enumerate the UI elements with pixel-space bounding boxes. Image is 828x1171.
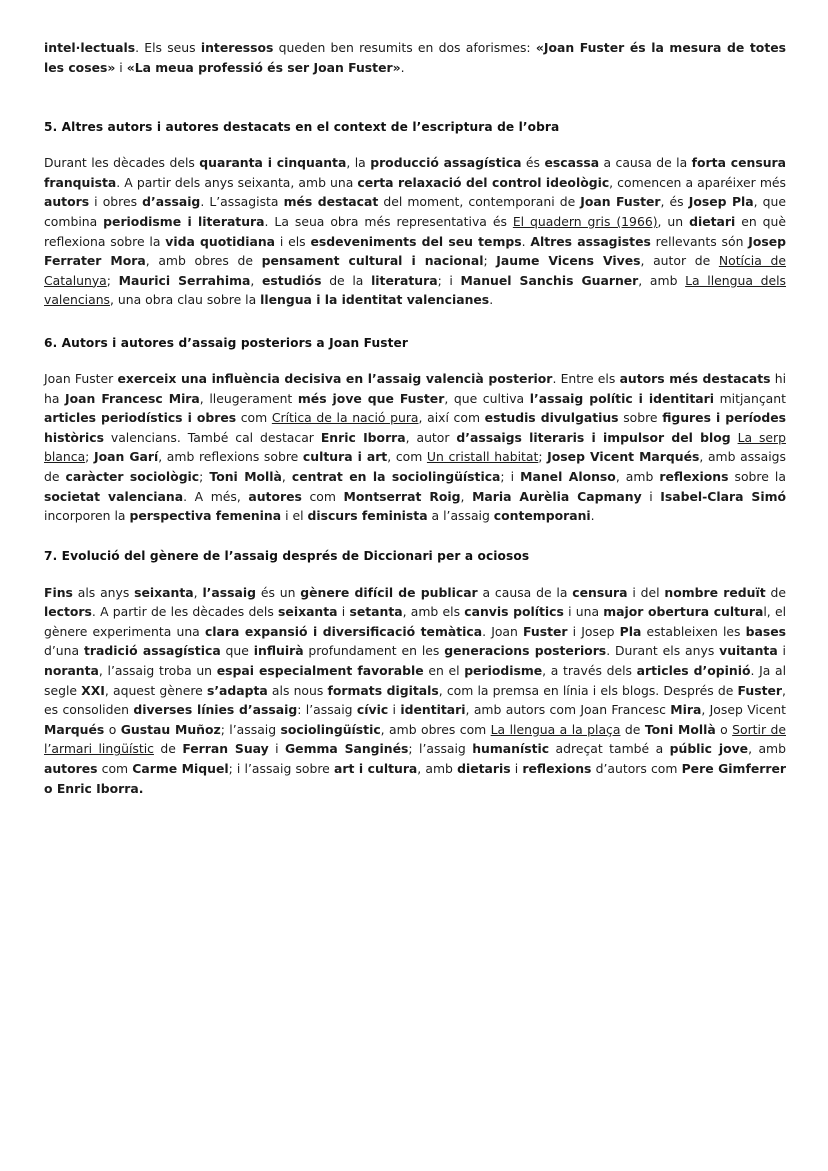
emphasis-text: l’assaig [202, 584, 256, 600]
emphasis-text: més destacat [283, 194, 379, 210]
text-run: , un [657, 213, 690, 229]
text-run: i [388, 702, 401, 718]
text-run: l, el gènere experimenta una [44, 604, 787, 639]
emphasis-text: Montserrat Roig [343, 488, 461, 504]
text-run: i [115, 59, 127, 75]
emphasis-text: diverses línies d’assaig [133, 702, 298, 718]
text-run: , amb [615, 468, 660, 484]
text-run: , autor [405, 429, 457, 445]
emphasis-text: sociolingüístic [280, 721, 381, 737]
text-run: , la [346, 155, 371, 171]
text-run: en què reflexiona sobre la [44, 213, 786, 249]
emphasis-text: Jaume Vicens Vives [496, 253, 641, 269]
emphasis-text: s’adapta [206, 682, 268, 698]
emphasis-text: nombre reduït [664, 584, 766, 600]
emphasis-text: Altres assagistes [530, 233, 651, 249]
text-run: , comencen a aparéixer més [609, 174, 786, 190]
emphasis-text: gènere difícil de publicar [300, 584, 478, 600]
text-run: i [510, 761, 523, 777]
text-run: , amb [417, 761, 458, 777]
text-run: profundament en les [303, 643, 445, 659]
text-run [731, 430, 738, 445]
text-run: , amb obres com [380, 721, 491, 737]
text-run: . Joan [482, 623, 524, 639]
emphasis-text: Fins [44, 584, 73, 600]
emphasis-text: XXI [81, 682, 105, 698]
text-run: , amb reflexions sobre [158, 449, 303, 465]
text-run: . [489, 292, 494, 308]
emphasis-text: intel·lectuals [44, 40, 136, 55]
text-run: , que combina [44, 194, 786, 229]
text-run: , autor de [640, 253, 719, 269]
text-run: . A partir dels anys seixanta, amb una [116, 174, 358, 190]
work-title-underlined: Crítica de la nació pura [271, 410, 419, 426]
text-run: , [460, 488, 473, 504]
emphasis-text: públic jove [669, 741, 749, 757]
emphasis-text: Josep Pla [688, 194, 754, 210]
text-run: és [521, 155, 545, 171]
text-run: hi ha [44, 370, 787, 406]
emphasis-text: autores [248, 488, 302, 504]
emphasis-text: Pla [619, 623, 642, 639]
emphasis-text: centrat en la sociolingüística [291, 468, 501, 484]
emphasis-text: certa relaxació del control ideològic [357, 174, 610, 190]
text-run: . Ja al segle [44, 663, 787, 698]
emphasis-text: pensament cultural i nacional [261, 253, 484, 269]
emphasis-text: producció assagística [370, 155, 522, 171]
text-run: , l’assaig troba un [98, 663, 217, 679]
emphasis-text: setanta [349, 604, 403, 620]
text-run: estableixen les [641, 623, 746, 639]
emphasis-text: exerceix una influència decisiva en l’assaig valencià posterior [117, 370, 553, 386]
text-run: , amb assaigs de [44, 449, 786, 484]
emphasis-text: Manuel Sanchis Guarner [460, 272, 639, 288]
text-run: ; [483, 253, 497, 269]
text-run: a l’assaig [427, 508, 494, 524]
text-run: i [268, 741, 286, 757]
emphasis-text: esdeveniments del seu temps [310, 233, 522, 249]
text-run: , és [660, 194, 689, 210]
emphasis-text: Gemma Sanginés [285, 741, 409, 757]
emphasis-text: interessos [200, 40, 274, 55]
section-5-paragraph [44, 153, 786, 310]
section-6-paragraph [44, 369, 786, 526]
emphasis-text: «La meua professió és ser Joan Fuster» [126, 59, 401, 75]
text-run: a causa de la [599, 155, 692, 171]
emphasis-text: formats digitals [327, 682, 439, 698]
emphasis-text: periodisme i literatura [103, 213, 265, 229]
text-run: ; l’assaig [220, 721, 281, 737]
intro-paragraph [44, 38, 786, 77]
text-run: i obres [89, 194, 143, 210]
emphasis-text: influirà [253, 643, 304, 659]
text-run: ; i l’assaig sobre [228, 761, 334, 777]
text-run: , que cultiva [444, 390, 530, 406]
section-7-paragraph [44, 583, 786, 799]
text-run: i [641, 488, 661, 504]
emphasis-text: llengua i la identitat valencianes [260, 292, 490, 308]
text-run: , amb autors com Joan Francesc [465, 702, 671, 718]
text-run: i el [281, 508, 308, 524]
emphasis-text: societat valenciana [44, 488, 184, 504]
section-7-heading: 7. Evolució del gènere de l’assaig després de Diccionari per a ociosos [44, 548, 530, 563]
emphasis-text: censura [572, 584, 628, 600]
text-run: com [97, 761, 133, 777]
emphasis-text: Ferran Suay [182, 741, 269, 757]
text-run: o [104, 721, 121, 737]
text-run: . [521, 233, 531, 249]
emphasis-text: lectors [44, 604, 92, 620]
text-run: . La seua obra més representativa és [264, 213, 513, 229]
emphasis-text: quaranta i cinquanta [199, 155, 347, 171]
emphasis-text: noranta [44, 663, 99, 679]
text-run: , amb [638, 272, 686, 288]
text-run: del moment, contemporani de [378, 194, 581, 210]
emphasis-text: Mira [670, 702, 702, 718]
emphasis-text: d’assaigs literaris i impulsor del blog [456, 429, 731, 445]
emphasis-text: espai especialment favorable [216, 663, 424, 679]
text-run: , amb els [402, 604, 465, 620]
text-run: d’autors com [591, 761, 682, 777]
text-run: ; i [500, 468, 521, 484]
emphasis-text: literatura [371, 272, 438, 288]
work-title-underlined: Un cristall habitat [426, 449, 539, 465]
text-run: , [193, 584, 203, 600]
text-run: i [337, 604, 350, 620]
work-title-underlined: La llengua dels valencians [44, 272, 786, 308]
text-run: de la [321, 272, 372, 288]
text-run: , [281, 468, 292, 484]
emphasis-text: autors [44, 194, 90, 210]
text-run: ; [199, 468, 210, 484]
emphasis-text: Maria Aurèlia Capmany [472, 488, 642, 504]
emphasis-text: Toni Mollà [644, 721, 716, 737]
text-run: . [400, 59, 405, 75]
emphasis-text: Joan Fuster [580, 194, 661, 210]
emphasis-text: dietaris [457, 761, 511, 777]
text-run: i Josep [567, 623, 620, 639]
text-run: als anys [72, 584, 135, 600]
text-run: i una [563, 604, 604, 620]
emphasis-text: tradició assagística [83, 643, 221, 659]
text-run: . L’assagista [200, 194, 284, 210]
text-run: , [250, 272, 262, 288]
text-run: . Entre els [552, 370, 620, 386]
emphasis-text: art i cultura [333, 761, 418, 777]
emphasis-text: perspectiva femenina [129, 508, 282, 524]
work-title-underlined: La llengua a la plaça [490, 721, 621, 737]
text-run: , com [387, 449, 427, 465]
work-title-underlined: El quadern gris (1966) [512, 213, 658, 229]
text-run: sobre [618, 410, 663, 426]
emphasis-text: estudis divulgatius [484, 410, 619, 426]
text-run: com [301, 488, 344, 504]
emphasis-text: Joan Garí [94, 449, 159, 465]
text-run: i els [275, 233, 311, 249]
text-run: ; l’assaig [408, 741, 473, 757]
emphasis-text: cultura i art [302, 449, 388, 465]
emphasis-text: Toni Mollà [209, 468, 282, 484]
text-run: . A més, [183, 488, 249, 504]
emphasis-text: Josep Ferrater Mora [44, 233, 787, 269]
emphasis-text: major obertura cultura [603, 604, 764, 620]
emphasis-text: escassa [544, 155, 600, 171]
section-6-heading: 6. Autors i autores d’assaig posteriors a Joan Fuster [44, 335, 408, 350]
emphasis-text: Maurici Serrahima [118, 272, 251, 288]
emphasis-text: Isabel-Clara Simó [660, 488, 787, 504]
emphasis-text: generacions posteriors [444, 643, 607, 659]
text-run: incorporen la [44, 508, 130, 524]
emphasis-text: periodisme [464, 663, 543, 679]
emphasis-text: forta censura franquista [44, 155, 787, 190]
text-run: adreçat també a [549, 741, 670, 757]
text-run: . A partir de les dècades dels [91, 604, 279, 620]
emphasis-text: dietari [689, 213, 736, 229]
emphasis-text: Enric Iborra [320, 429, 406, 445]
emphasis-text: clara expansió i diversificació temàtica [204, 623, 483, 639]
emphasis-text: autors més destacats [619, 370, 771, 386]
emphasis-text: d’assaig [142, 194, 201, 210]
text-run: , una obra clau sobre la [110, 292, 261, 308]
emphasis-text: vida quotidiana [165, 233, 276, 249]
text-run: Joan Fuster [44, 370, 118, 386]
emphasis-text: vuitanta [719, 643, 778, 659]
text-run: a causa de la [477, 584, 573, 600]
emphasis-text: Josep Vicent Marqués [547, 449, 700, 465]
text-run: , aquest gènere [104, 682, 207, 698]
text-run: mitjançant [714, 390, 786, 406]
emphasis-text: seixanta [134, 584, 194, 600]
text-run: , a través dels [542, 663, 637, 679]
text-run: i [777, 643, 786, 659]
emphasis-text: cívic [356, 702, 389, 718]
text-run: : l’assaig [297, 702, 357, 718]
text-run: , així com [418, 410, 485, 426]
text-run: és un [255, 584, 301, 600]
text-run: . Durant els anys [606, 643, 720, 659]
emphasis-text: seixanta [278, 604, 338, 620]
emphasis-text: bases [745, 623, 787, 639]
text-run: , amb obres de [145, 253, 262, 269]
text-run: que [220, 643, 254, 659]
emphasis-text: Pere Gimferrer o Enric Iborra. [44, 761, 786, 796]
emphasis-text: «Joan Fuster és la mesura de totes les coses» [44, 40, 787, 75]
text-run: ; [85, 449, 94, 465]
emphasis-text: Joan Francesc Mira [65, 390, 200, 406]
text-run: ; [106, 272, 119, 288]
emphasis-text: Marqués [44, 721, 105, 737]
emphasis-text: articles d’opinió [636, 663, 751, 679]
emphasis-text: estudiós [262, 272, 322, 288]
emphasis-text: humanístic [472, 741, 550, 757]
text-run: en el [423, 663, 465, 679]
emphasis-text: figures i períodes històrics [44, 410, 787, 445]
work-title-underlined: La serp blanca [44, 429, 787, 465]
emphasis-text: Gustau Muñoz [120, 721, 221, 737]
text-run: queden ben resumits en dos aforismes: [273, 40, 536, 55]
text-run: , Josep Vicent [701, 702, 786, 718]
text-run: d’una [44, 643, 84, 659]
emphasis-text: l’assaig polític i identitari [529, 390, 715, 406]
emphasis-text: reflexions [522, 761, 592, 777]
emphasis-text: Fuster [737, 682, 783, 698]
emphasis-text: Manel Alonso [520, 468, 616, 484]
text-run: valencians. També cal destacar [103, 429, 321, 445]
text-run: i del [627, 584, 665, 600]
work-title-underlined: Notícia de Catalunya [44, 253, 786, 288]
text-run: , es consoliden [44, 682, 786, 718]
emphasis-text: Fuster [523, 623, 568, 639]
text-run: . [590, 508, 595, 524]
text-run: ; i [437, 272, 461, 288]
text-run: de [765, 584, 786, 600]
text-run: com [236, 410, 272, 426]
section-5-heading: 5. Altres autors i autores destacats en el context de l’escriptura de l’obra [44, 120, 560, 135]
document-page [44, 38, 786, 798]
text-run: ; [538, 449, 548, 465]
text-run: . Els seus [135, 40, 201, 55]
emphasis-text: discurs feminista [307, 508, 428, 524]
text-run: , amb [748, 741, 786, 757]
text-run: de [620, 721, 645, 737]
emphasis-text: contemporani [493, 508, 591, 524]
emphasis-text: caràcter sociològic [65, 468, 200, 484]
emphasis-text: identitari [400, 702, 466, 718]
work-title-underlined: Sortir de l’armari lingüístic [44, 721, 786, 757]
text-run: o [715, 721, 733, 737]
text-run: , com la premsa en línia i els blogs. Després de [438, 682, 738, 698]
text-run: rellevants són [650, 233, 749, 249]
emphasis-text: articles periodístics i obres [44, 410, 237, 426]
emphasis-text: més jove que Fuster [297, 390, 445, 406]
emphasis-text: canvis polítics [464, 604, 564, 620]
text-run: sobre la [728, 468, 786, 484]
text-run: , lleugerament [199, 390, 298, 406]
text-run: als nous [267, 682, 328, 698]
emphasis-text: reflexions [659, 468, 729, 484]
emphasis-text: Carme Miquel [132, 761, 229, 777]
text-run: de [153, 741, 183, 757]
text-run: Durant les dècades dels [44, 155, 200, 171]
emphasis-text: autores [44, 761, 98, 777]
